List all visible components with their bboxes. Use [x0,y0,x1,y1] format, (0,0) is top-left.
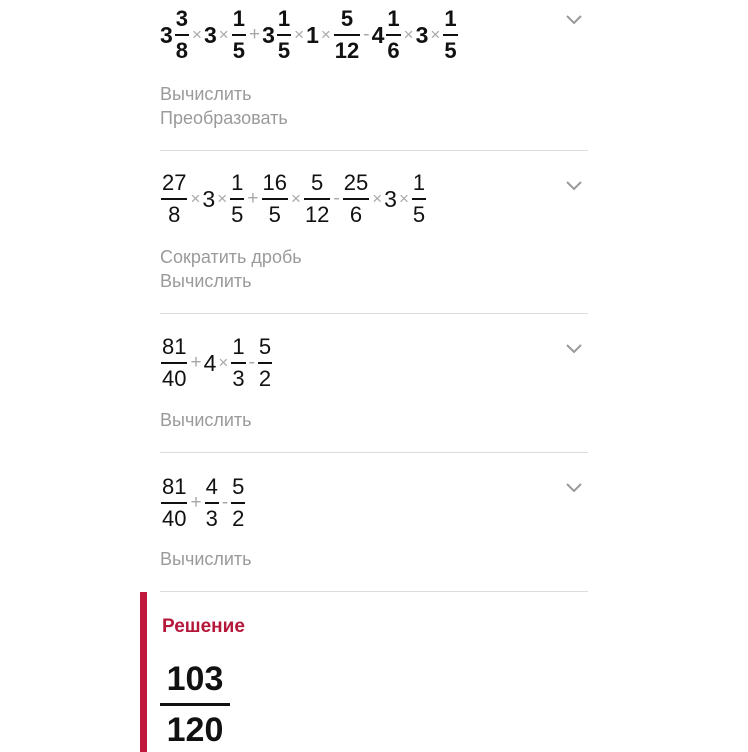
operator: - [363,24,370,45]
action-transform[interactable]: Преобразовать [160,108,288,128]
number: 4 [203,349,217,376]
numerator: 3 [175,6,189,31]
operator: + [247,188,259,209]
numerator: 1 [387,6,400,31]
fraction-bar [205,502,219,504]
operator: × [217,189,228,208]
step-2-expression [160,172,427,226]
denominator: 5 [232,38,245,63]
fraction [412,172,426,226]
operator: × [403,25,414,44]
denominator: 3 [232,366,245,391]
chevron-down-icon[interactable] [565,180,583,192]
fraction [161,476,187,530]
divider [160,150,588,151]
denominator: 8 [168,202,181,227]
mixed-number [372,8,402,62]
divider [160,591,588,592]
action-reduce-fraction[interactable]: Сократить дробь [160,247,302,267]
action-calculate[interactable]: Вычислить [160,410,252,430]
denominator: 6 [349,202,363,227]
fraction [175,8,189,62]
fraction [343,172,369,226]
denominator: 8 [175,38,189,63]
fraction-bar [230,198,244,200]
chevron-down-icon[interactable] [565,14,583,26]
numerator: 5 [258,334,272,359]
denominator: 40 [162,506,187,531]
solution-title: Решение [162,616,245,637]
number: 3 [202,185,216,212]
action-calculate[interactable]: Вычислить [160,271,252,291]
numerator: 5 [232,474,245,499]
numerator: 1 [444,6,457,31]
fraction [230,172,244,226]
fraction [277,8,291,62]
mixed-number [262,8,292,62]
fraction [231,336,245,390]
operator: × [291,189,301,208]
result-denominator: 120 [166,711,224,749]
denominator: 5 [412,202,426,227]
numerator: 27 [162,170,187,195]
fraction-bar [231,502,245,504]
whole-part: 3 [160,21,173,48]
fraction-bar [334,34,360,36]
denominator: 5 [231,202,244,227]
operator: - [333,188,340,209]
fraction [262,172,288,226]
numerator: 1 [412,170,426,195]
operator: × [218,353,229,372]
fraction-bar [175,34,189,36]
denominator: 5 [277,38,291,63]
denominator: 6 [387,38,400,63]
fraction-bar [160,703,230,706]
fraction-bar [412,198,426,200]
fraction [231,476,245,530]
operator: + [190,492,202,513]
number: 1 [306,21,319,48]
fraction-bar [258,362,272,364]
solution-accent-bar [140,592,147,752]
number: 3 [415,21,429,48]
fraction [161,336,187,390]
denominator: 2 [232,506,245,531]
numerator: 1 [232,334,245,359]
mixed-number [160,8,190,62]
operator: + [190,352,202,373]
number: 3 [203,21,217,48]
fraction-bar [231,362,245,364]
denominator: 12 [304,202,330,227]
number: 3 [384,185,397,212]
step-3-expression [160,336,273,390]
action-calculate[interactable]: Вычислить [160,549,252,569]
fraction [334,8,360,62]
divider [160,452,588,453]
operator: × [218,25,229,44]
operator: × [372,189,383,208]
fraction-bar [443,34,457,36]
operator: × [430,25,441,44]
operator: × [294,25,305,44]
result-numerator: 103 [166,660,224,698]
operator: + [248,24,261,45]
fraction [304,172,330,226]
operator: × [192,25,202,44]
fraction [161,172,187,226]
whole-part: 3 [262,21,275,48]
fraction-bar [161,362,187,364]
fraction-bar [386,34,400,36]
numerator: 81 [162,334,187,359]
fraction-bar [262,198,288,200]
numerator: 25 [343,170,369,195]
denominator: 3 [205,506,218,531]
denominator: 5 [268,202,281,227]
step-4-expression [160,476,246,530]
action-calculate[interactable]: Вычислить [160,84,252,104]
fraction-bar [343,198,369,200]
solution-result [160,662,230,747]
operator: - [248,352,255,373]
denominator: 2 [258,366,272,391]
operator: × [190,189,201,208]
fraction [205,476,219,530]
numerator: 1 [277,6,291,31]
divider [160,313,588,314]
operator: - [221,492,229,513]
numerator: 5 [340,6,354,31]
fraction [258,336,272,390]
numerator: 5 [311,170,324,195]
chevron-down-icon[interactable] [565,343,583,355]
fraction [386,8,400,62]
fraction [232,8,246,62]
fraction-bar [304,198,330,200]
fraction-bar [277,34,291,36]
numerator: 16 [262,170,287,195]
fraction [443,8,457,62]
whole-part: 4 [371,21,385,48]
denominator: 12 [334,38,360,63]
numerator: 81 [162,474,187,499]
numerator: 4 [205,474,218,499]
denominator: 40 [162,366,187,391]
fraction-bar [232,34,246,36]
operator: × [398,189,409,208]
chevron-down-icon[interactable] [565,482,583,494]
operator: × [320,25,331,44]
numerator: 1 [232,6,245,31]
numerator: 1 [231,170,244,195]
fraction-bar [161,502,187,504]
fraction-bar [161,198,187,200]
denominator: 5 [444,38,457,63]
step-1-expression [160,8,459,62]
